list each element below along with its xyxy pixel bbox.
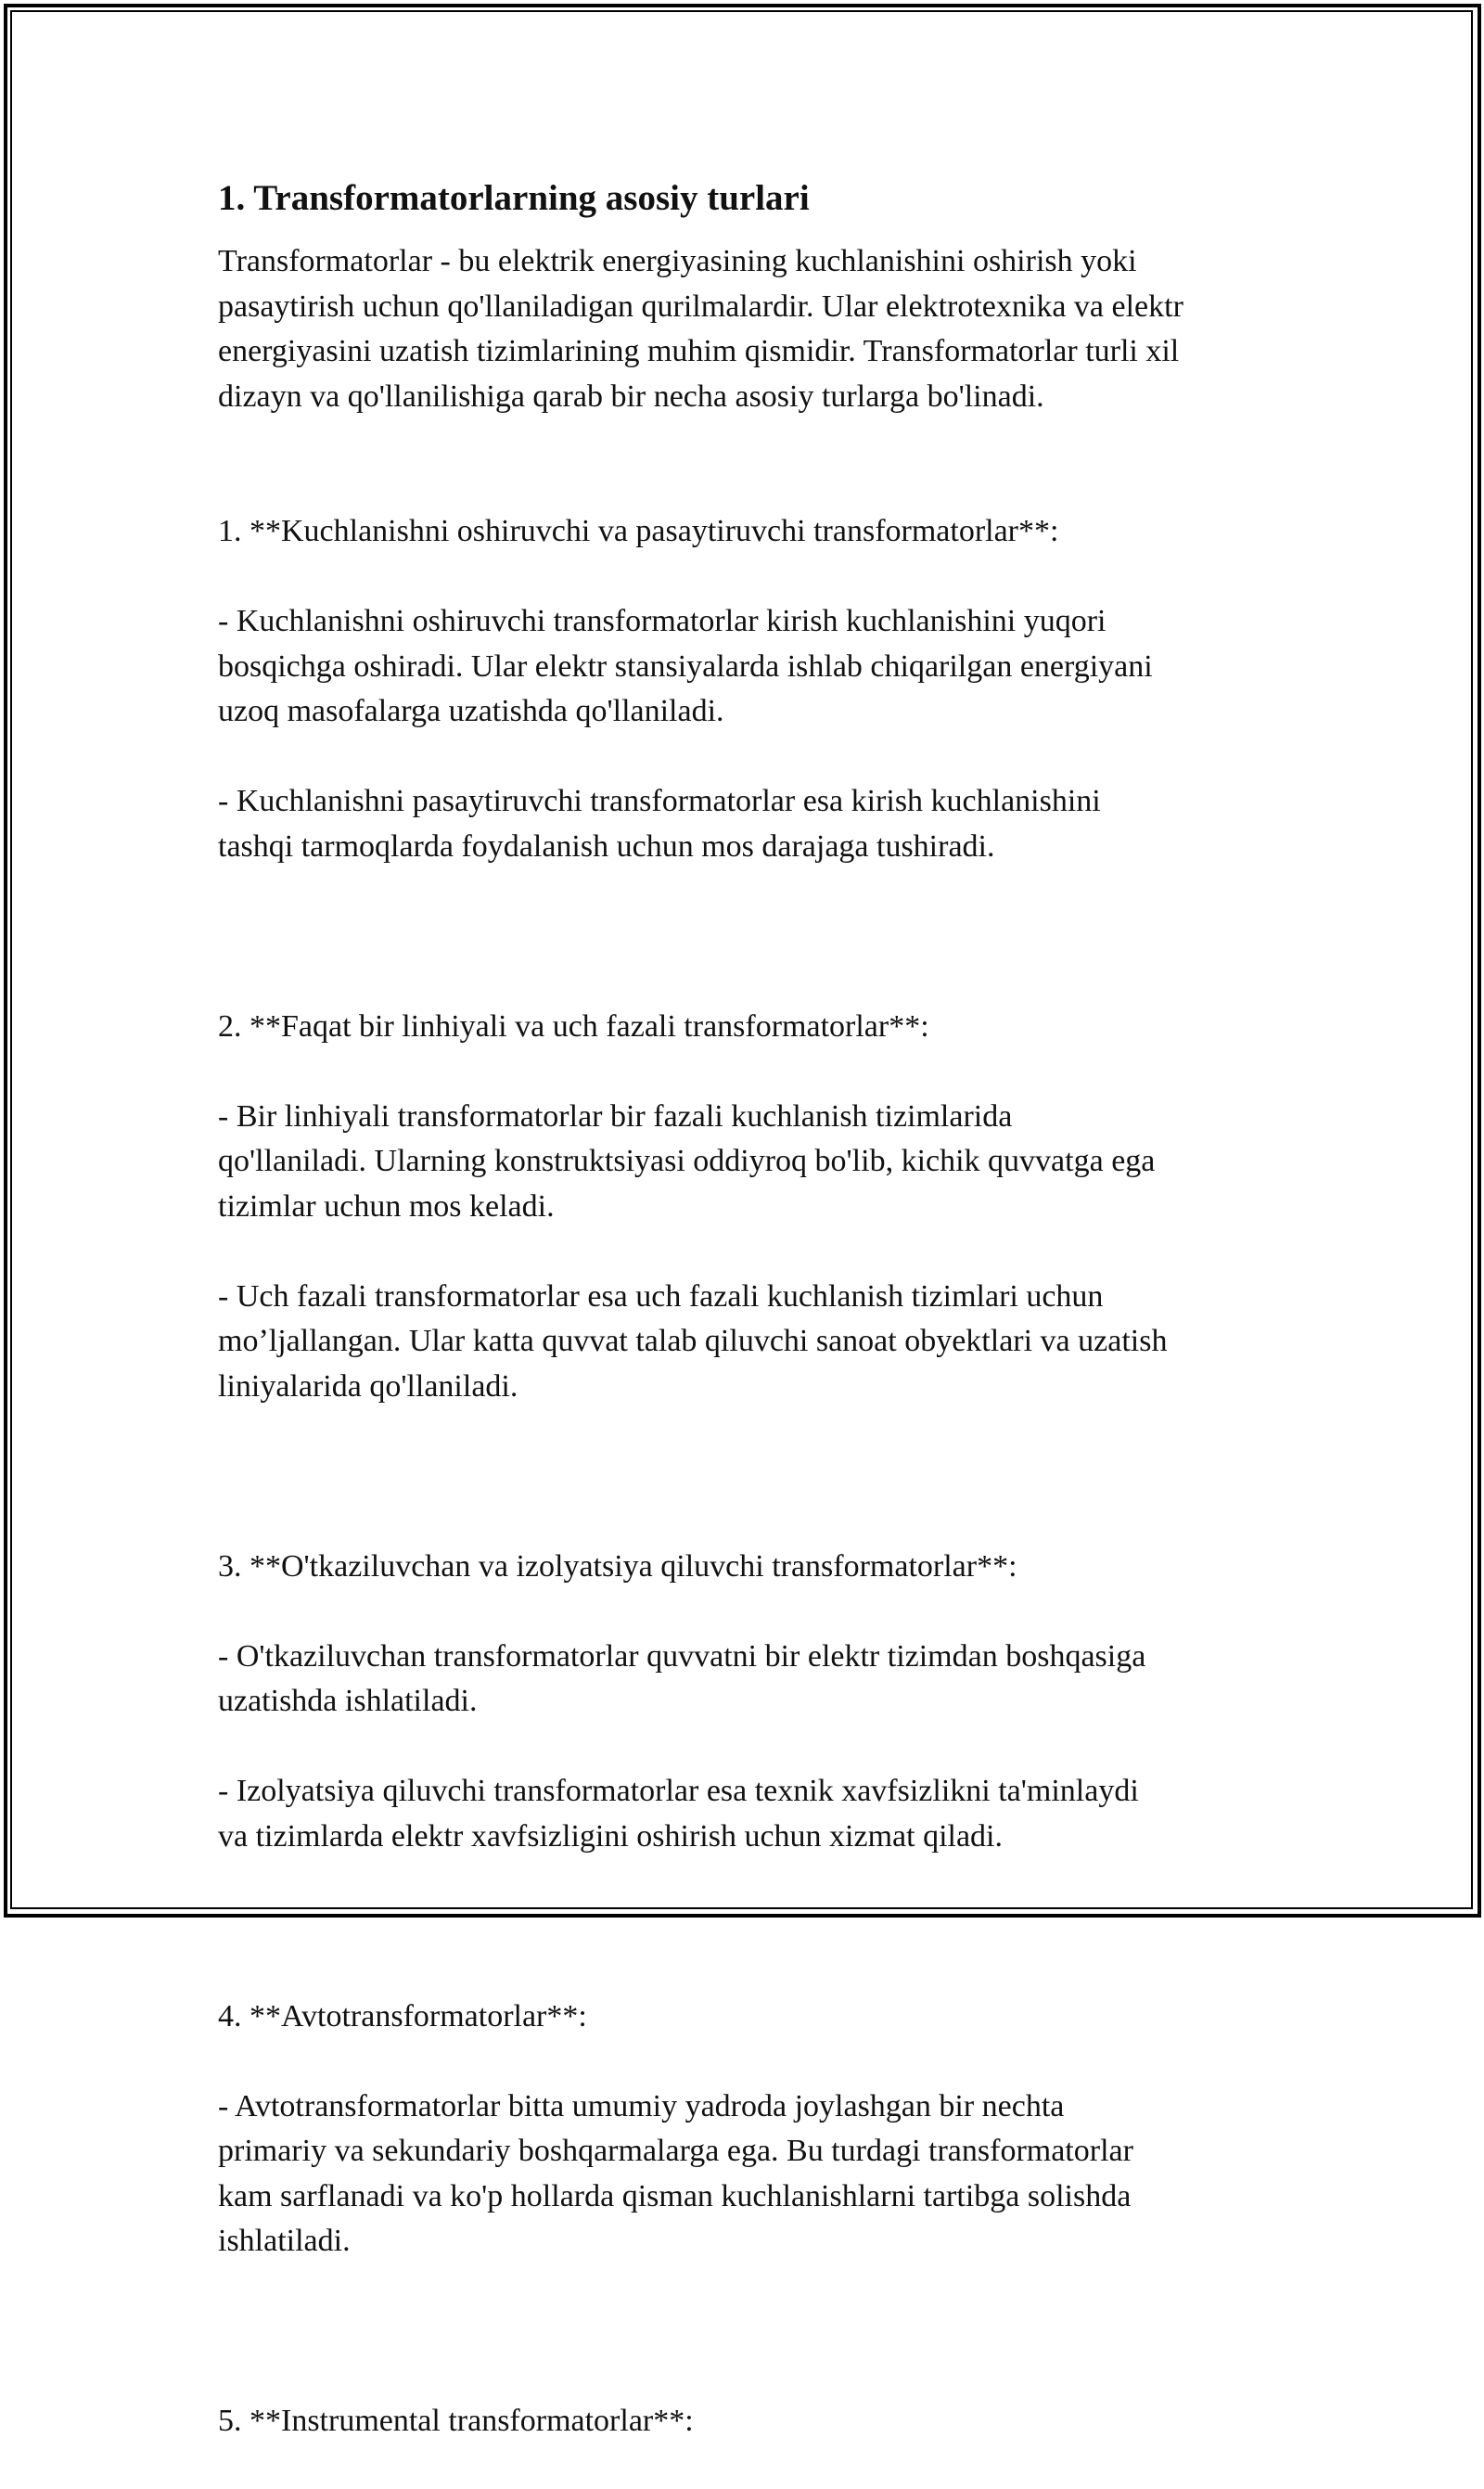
section-heading: 2. **Faqat bir linhiyali va uch fazali transformatorlar**: [218,1005,1275,1050]
document-title: 1. Transformatorlarning asosiy turlari [218,174,1275,223]
section-1 [218,465,1275,915]
section-item: - Kuchlanishni pasaytiruvchi transformatorlar esa kirish kuchlanishini tashqi tarmoqlarda foydalanish uchun mos darajaga tushiradi. [218,779,1275,869]
section-item: - Izolyatsiya qiluvchi transformatorlar esa texnik xavfsizlikni ta'minlaydi va tizimlarda elektr xavfsizligini oshirish uchun xizmat qiladi. [218,1769,1275,1859]
section-heading: 5. **Instrumental transformatorlar**: [218,2399,1275,2444]
section-item: - Avtotransformatorlar bitta umumiy yadroda joylashgan bir nechta primariy va sekundariy boshqarmalarga ega. Bu turdagi transformatorlar kam sarflanadi va ko'p hollarda qisman kuchlanishlarni tartibga solishda ishlatiladi. [218,2085,1275,2264]
section-heading: 3. **O'tkaziluvchan va izolyatsiya qiluvchi transformatorlar**: [218,1545,1275,1590]
intro-paragraph: Transformatorlar - bu elektrik energiyasining kuchlanishini oshirish yoki pasaytirish uchun qo'llaniladigan qurilmalardir. Ular elektrotexnika va elektr energiyasini uzatish tizimlarining muhim qismidir. Transformatorlar turli xil dizayn va qo'llanilishiga qarab bir necha asosiy turlarga bo'linadi. [218,239,1275,419]
section-heading: 1. **Kuchlanishni oshiruvchi va pasaytiruvchi transformatorlar**: [218,509,1275,555]
section-item: - O'tkaziluvchan transformatorlar quvvatni bir elektr tizimdan boshqasiga uzatishda ishlatiladi. [218,1635,1275,1725]
section-item: - Bir linhiyali transformatorlar bir fazali kuchlanish tizimlarida qo'llaniladi. Ularning konstruktsiyasi oddiyroq bo'lib, kichik quvvatga ega tizimlar uchun mos keladi. [218,1095,1275,1230]
section-item: - Uch fazali transformatorlar esa uch fazali kuchlanish tizimlari uchun moʼljallangan. Ular katta quvvat talab qiluvchi sanoat obyektlari va uzatish liniyalarida qo'llaniladi. [218,1275,1275,1410]
section-5 [218,2354,1275,2489]
section-3 [218,1499,1275,1905]
section-2 [218,959,1275,1455]
section-4 [218,1949,1275,2309]
section-item: - Kuchlanishni oshiruvchi transformatorlar kirish kuchlanishini yuqori bosqichga oshiradi. Ular elektr stansiyalarda ishlab chiqarilgan energiyani uzoq masofalarga uzatishda qo'llaniladi. [218,599,1275,735]
section-heading: 4. **Avtotransformatorlar**: [218,1995,1275,2040]
document-body [218,174,1275,2489]
